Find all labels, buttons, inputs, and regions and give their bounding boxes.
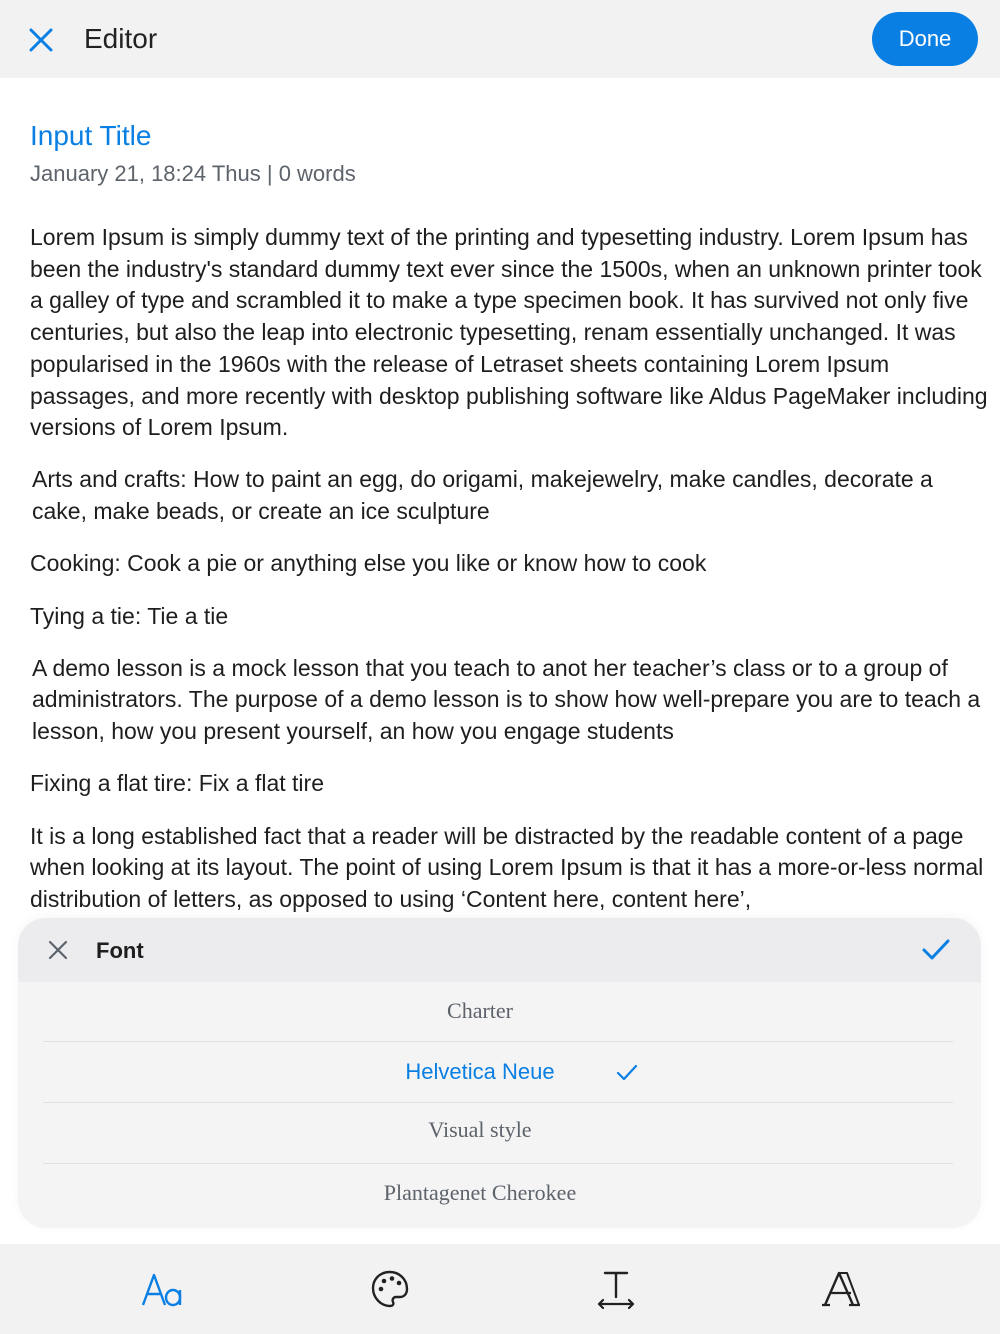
divider (43, 1163, 953, 1164)
palette-icon[interactable] (365, 1266, 415, 1312)
font-panel-header (18, 918, 981, 982)
paragraph: Lorem Ipsum is simply dummy text of the printing and typesetting industry. Lorem Ipsum has been the industry's standard dummy text ever since the 1500s, when an unknown printer took a galley of type and scrambled it to make a type specimen book. It has survived not only five centuries, but also the leap into electronic typesetting, renam essentially unchanged. It was popularised in the 1960s with the release of Letraset sheets containing Lorem Ipsum passages, and more recently with desktop publishing software like Aldus PageMaker including versions of Lorem Ipsum. (30, 224, 988, 441)
paragraph: Tying a tie: Tie a tie (30, 602, 229, 629)
checkmark-icon[interactable] (921, 938, 951, 962)
paragraph: Arts and crafts: How to paint an egg, do origami, makejewelry, make candles, decorate a cake, make beads, or create an ice sculpture (32, 466, 933, 525)
done-button[interactable]: Done (872, 12, 978, 66)
paragraph: It is a long established fact that a reader will be distracted by the readable content of a page when looking at its layout. The point of using Lorem Ipsum is that it has a more-or-less normal distribution of letters, as opposed to using ‘Content here, content here’, (30, 822, 984, 912)
font-panel-title: Font (96, 938, 144, 963)
document-body[interactable] (30, 222, 994, 936)
text-width-icon[interactable] (591, 1266, 641, 1312)
paragraph: A demo lesson is a mock lesson that you teach to anot her teacher’s class or to a group of administrators. The purpose of a demo lesson is to show how well-prepare you are to teach a lesson, how you present yourself, an how you engage students (32, 654, 981, 745)
paragraph: Cooking: Cook a pie or anything else you like or know how to cook (30, 550, 707, 577)
close-icon[interactable] (48, 940, 68, 960)
font-option-visual-style[interactable]: Visual style (428, 1117, 532, 1142)
top-bar (0, 0, 1000, 78)
paragraph: Fixing a flat tire: Fix a flat tire (30, 770, 324, 797)
close-icon[interactable] (26, 25, 56, 55)
document-meta: January 21, 18:24 Thus | 0 words (30, 161, 356, 186)
font-option-helvetica-neue[interactable]: Helvetica Neue (405, 1059, 555, 1084)
font-style-icon[interactable] (816, 1266, 866, 1312)
page-title: Editor (84, 23, 158, 54)
document-title[interactable]: Input Title (30, 120, 152, 151)
divider (43, 1041, 953, 1042)
font-option-plantagenet-cherokee[interactable]: Plantagenet Cherokee (383, 1180, 577, 1205)
selected-checkmark-icon (616, 1064, 638, 1082)
divider (43, 1102, 953, 1103)
font-option-charter[interactable]: Charter (447, 998, 513, 1023)
text-format-icon[interactable] (138, 1266, 188, 1312)
